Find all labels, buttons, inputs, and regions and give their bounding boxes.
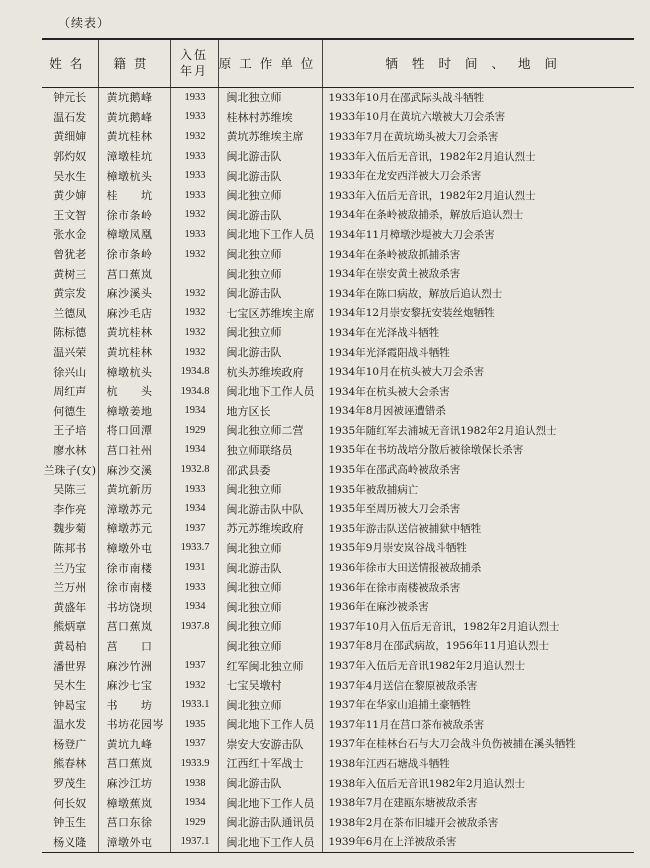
- unit-cell: 闽北独立师: [218, 538, 322, 558]
- sacrifice-cell: 1934年11月樟墩沙堤被大刀会杀害: [322, 225, 634, 245]
- table-row: [42, 773, 634, 793]
- native-place-cell: 将口回潭: [98, 421, 170, 441]
- name-cell: 兰万州: [53, 581, 87, 595]
- table-row: [42, 107, 634, 127]
- unit-cell: 闽北独立师: [218, 617, 322, 637]
- table-row: [42, 656, 634, 676]
- sacrifice-cell: 1935年随红军去浦城无音讯1982年2月追认烈士: [322, 421, 634, 441]
- sacrifice-cell: 1933年10月在邵武际头战斗牺牲: [322, 87, 634, 107]
- unit-cell: 闽北地下工作人员: [218, 381, 322, 401]
- enlist-date-cell: 1933.9: [170, 754, 218, 774]
- header-unit: 原工作单位: [218, 39, 322, 87]
- table-row: [42, 460, 634, 480]
- enlist-date-cell: 1932: [170, 303, 218, 323]
- table-row: [42, 283, 634, 303]
- unit-cell: 七宝吴墩村: [218, 675, 322, 695]
- name-cell: 吴木生: [53, 679, 87, 693]
- native-place-cell: 麻沙交溪: [98, 460, 170, 480]
- header-sacrifice: 牺牲时间、地间: [322, 39, 634, 87]
- name-cell: 曾犹老: [53, 248, 87, 262]
- table-row: [42, 754, 634, 774]
- name-cell: 李作亮: [53, 502, 87, 516]
- unit-cell: 闽北独立师: [218, 323, 322, 343]
- unit-cell: 闽北游击队中队: [218, 499, 322, 519]
- sacrifice-cell: 1934年在杭头被大会杀害: [322, 381, 634, 401]
- enlist-date-cell: 1938: [170, 773, 218, 793]
- unit-cell: 七宝区苏维埃主席: [218, 303, 322, 323]
- native-place-cell: 书坊饶坝: [98, 597, 170, 617]
- sacrifice-cell: 1935年至周历被大刀会杀害: [322, 499, 634, 519]
- native-place-cell: 漳墩桂坑: [98, 146, 170, 166]
- table-row: [42, 381, 634, 401]
- enlist-date-cell: 1932.8: [170, 460, 218, 480]
- sacrifice-cell: 1934年在陈口病故，解放后追认烈士: [322, 283, 634, 303]
- sacrifice-cell: 1938年入伍后无音讯1982年2月追认烈士: [322, 773, 634, 793]
- sacrifice-cell: 1937年8月在邵武病故，1956年11月追认烈士: [322, 636, 634, 656]
- enlist-date-cell: 1932: [170, 675, 218, 695]
- enlist-date-cell: 1929: [170, 421, 218, 441]
- unit-cell: 闽北独立师: [218, 636, 322, 656]
- table-row: [42, 479, 634, 499]
- unit-cell: 闽北地下工作人员: [218, 793, 322, 813]
- header-enlist-line1: 入伍: [179, 48, 208, 63]
- enlist-date-cell: 1933: [170, 479, 218, 499]
- sacrifice-cell: 1935年游击队送信被捕狱中牺牲: [322, 519, 634, 539]
- unit-cell: 苏元苏维埃政府: [218, 519, 322, 539]
- native-place-cell: 麻沙七宝: [98, 675, 170, 695]
- unit-cell: 独立师联络员: [218, 440, 322, 460]
- native-place-cell: 杭 头: [98, 381, 170, 401]
- sacrifice-cell: 1936年在麻沙被杀害: [322, 597, 634, 617]
- unit-cell: 红军闽北独立师: [218, 656, 322, 676]
- native-place-cell: 黄坑九峰: [98, 734, 170, 754]
- enlist-date-cell: 1937: [170, 656, 218, 676]
- unit-cell: 闽北独立师: [218, 244, 322, 264]
- table-row: [42, 401, 634, 421]
- table-row: [42, 421, 634, 441]
- unit-cell: 黄坑苏维埃主席: [218, 127, 322, 147]
- unit-cell: 江西红十军战士: [218, 754, 322, 774]
- enlist-date-cell: 1933: [170, 577, 218, 597]
- name-cell: 熊春林: [53, 757, 87, 771]
- table-row: [42, 812, 634, 832]
- native-place-cell: 樟墩杭头: [98, 362, 170, 382]
- sacrifice-cell: 1935年在书坊战培分散后被徐墩保长杀害: [322, 440, 634, 460]
- native-place-cell: 黄坑鹅峰: [98, 87, 170, 107]
- enlist-date-cell: 1934: [170, 499, 218, 519]
- sacrifice-cell: 1934年在条岭被敌捕杀，解放后追认烈士: [322, 205, 634, 225]
- table-row: [42, 225, 634, 245]
- enlist-date-cell: 1934: [170, 440, 218, 460]
- table-row: [42, 695, 634, 715]
- sacrifice-cell: 1937年11月在莒口茶布被敌杀害: [322, 715, 634, 735]
- name-cell: 魏步菊: [53, 522, 87, 536]
- sacrifice-cell: 1933年10月在黄坑六墩被大刀会杀害: [322, 107, 634, 127]
- native-place-cell: 莒口蕉岚: [98, 617, 170, 637]
- unit-cell: 闽北地下工作人员: [218, 225, 322, 245]
- native-place-cell: 徐市条岭: [98, 205, 170, 225]
- enlist-date-cell: 1933: [170, 225, 218, 245]
- unit-cell: 闽北独立师: [218, 264, 322, 284]
- name-cell: 罗茂生: [53, 777, 87, 791]
- name-cell: 黄盛年: [53, 600, 87, 614]
- sacrifice-cell: 1938年2月在茶布旧墟开会被敌杀害: [322, 812, 634, 832]
- name-cell: 钟元长: [53, 91, 87, 105]
- name-cell: 徐兴山: [53, 365, 87, 379]
- native-place-cell: 徐市条岭: [98, 244, 170, 264]
- table-row: [42, 166, 634, 186]
- enlist-date-cell: 1933.1: [170, 695, 218, 715]
- table-row: [42, 499, 634, 519]
- table-row: [42, 538, 634, 558]
- table-row: [42, 323, 634, 343]
- name-cell: 陈标德: [53, 326, 87, 340]
- enlist-date-cell: 1932: [170, 323, 218, 343]
- name-cell: 黄少婶: [53, 189, 87, 203]
- table-row: [42, 244, 634, 264]
- name-cell: 王子培: [53, 424, 87, 438]
- unit-cell: 闽北游击队通讯员: [218, 812, 322, 832]
- native-place-cell: 樟墩杭头: [98, 166, 170, 186]
- unit-cell: 闽北游击队: [218, 342, 322, 362]
- native-place-cell: 黄坑新历: [98, 479, 170, 499]
- table-row: [42, 205, 634, 225]
- unit-cell: 崇安大安游击队: [218, 734, 322, 754]
- name-cell: 钟曷宝: [53, 698, 87, 712]
- enlist-date-cell: 1937: [170, 519, 218, 539]
- unit-cell: 闽北游击队: [218, 205, 322, 225]
- native-place-cell: 黄坑桂林: [98, 342, 170, 362]
- table-row: [42, 342, 634, 362]
- sacrifice-cell: 1934年10月在杭头被大刀会杀害: [322, 362, 634, 382]
- native-place-cell: 书坊花园岑: [98, 715, 170, 735]
- unit-cell: 闽北游击队: [218, 166, 322, 186]
- native-place-cell: 樟墩苏元: [98, 519, 170, 539]
- unit-cell: 杭头苏维埃政府: [218, 362, 322, 382]
- table-header-row: [42, 39, 634, 87]
- table-row: [42, 636, 634, 656]
- sacrifice-cell: 1936年在徐市南楼被敌杀害: [322, 577, 634, 597]
- header-name: 姓名: [42, 39, 98, 87]
- sacrifice-cell: 1933年入伍后无音讯，1982年2月追认烈士: [322, 146, 634, 166]
- sacrifice-cell: 1937年在桂林台石与大刀会战斗负伤被捕在溪头牺牲: [322, 734, 634, 754]
- native-place-cell: 徐市南楼: [98, 558, 170, 578]
- enlist-date-cell: 1933: [170, 146, 218, 166]
- native-place-cell: 樟墩凤凰: [98, 225, 170, 245]
- name-cell: 廖水林: [53, 443, 87, 457]
- table-row: [42, 793, 634, 813]
- sacrifice-cell: 1933年7月在黄坑坳头被大刀会杀害: [322, 127, 634, 147]
- name-cell: 温水发: [53, 718, 87, 732]
- native-place-cell: 莒口蕉岚: [98, 754, 170, 774]
- unit-cell: 桂林村苏维埃: [218, 107, 322, 127]
- name-cell: 吴陈三: [53, 483, 87, 497]
- sacrifice-cell: 1936年徐市大田送情报被敌捕杀: [322, 558, 634, 578]
- table-row: [42, 362, 634, 382]
- table-row: [42, 597, 634, 617]
- name-cell: 郭灼奴: [53, 150, 87, 164]
- sacrifice-cell: 1939年6月在上洋被敌杀害: [322, 832, 634, 852]
- name-cell: 潘世界: [53, 659, 87, 673]
- name-cell: 王文智: [53, 208, 87, 222]
- enlist-date-cell: 1932: [170, 283, 218, 303]
- name-cell: 温兴荣: [53, 346, 87, 360]
- sacrifice-cell: 1935年被敌捕病亡: [322, 479, 634, 499]
- header-enlist-date: [170, 39, 218, 87]
- enlist-date-cell: 1932: [170, 342, 218, 362]
- table-row: [42, 577, 634, 597]
- name-cell: 钟玉生: [53, 816, 87, 830]
- unit-cell: 闽北独立师: [218, 87, 322, 107]
- sacrifice-cell: 1935年9月崇安岚谷战斗牺牲: [322, 538, 634, 558]
- name-cell: 吴水生: [53, 169, 87, 183]
- native-place-cell: 漳墩外屯: [98, 832, 170, 852]
- table-row: [42, 146, 634, 166]
- sacrifice-cell: 1938年江西石塘战斗牺牲: [322, 754, 634, 774]
- table-row: [42, 558, 634, 578]
- sacrifice-cell: 1938年7月在建瓯东塘被敌杀害: [322, 793, 634, 813]
- enlist-date-cell: 1933: [170, 185, 218, 205]
- native-place-cell: 黄坑桂林: [98, 323, 170, 343]
- unit-cell: 闽北独立师: [218, 479, 322, 499]
- sacrifice-cell: 1934年光泽霞阳战斗牺牲: [322, 342, 634, 362]
- enlist-date-cell: 1934: [170, 401, 218, 421]
- enlist-date-cell: 1937.8: [170, 617, 218, 637]
- sacrifice-cell: 1937年4月送信在黎原被敌杀害: [322, 675, 634, 695]
- sacrifice-cell: 1934年在崇安黄土被敌杀害: [322, 264, 634, 284]
- sacrifice-cell: 1934年12月崇安黎抚安装丝炮牺牲: [322, 303, 634, 323]
- name-cell: 何德生: [53, 404, 87, 418]
- sacrifice-cell: 1937年10月入伍后无音讯，1982年2月追认烈士: [322, 617, 634, 637]
- enlist-date-cell: 1932: [170, 205, 218, 225]
- native-place-cell: 樟墩外屯: [98, 538, 170, 558]
- name-cell: 兰乃宝: [53, 561, 87, 575]
- native-place-cell: 樟墩姜地: [98, 401, 170, 421]
- sacrifice-cell: 1933年在龙安西洋被大刀会杀害: [322, 166, 634, 186]
- sacrifice-cell: 1937年入伍后无音讯1982年2月追认烈士: [322, 656, 634, 676]
- name-cell: 杨义隆: [42, 832, 98, 852]
- table-row: [42, 675, 634, 695]
- native-place-cell: 桂 坑: [98, 185, 170, 205]
- native-place-cell: 莒口社州: [98, 440, 170, 460]
- unit-cell: 闽北游击队: [218, 558, 322, 578]
- unit-cell: 闽北地下工作人员: [218, 832, 322, 852]
- native-place-cell: 书 坊: [98, 695, 170, 715]
- native-place-cell: 麻沙竹洲: [98, 656, 170, 676]
- unit-cell: 闽北独立师: [218, 695, 322, 715]
- sacrifice-cell: 1935年在邵武高岭被敌杀害: [322, 460, 634, 480]
- enlist-date-cell: [170, 264, 218, 284]
- enlist-date-cell: 1933: [170, 166, 218, 186]
- sacrifice-cell: 1934年在光泽战斗牺牲: [322, 323, 634, 343]
- name-cell: 陈邦书: [53, 541, 87, 555]
- enlist-date-cell: 1933.7: [170, 538, 218, 558]
- unit-cell: 邵武县委: [218, 460, 322, 480]
- unit-cell: 闽北游击队: [218, 283, 322, 303]
- name-cell: 张水金: [53, 228, 87, 242]
- enlist-date-cell: 1934: [170, 793, 218, 813]
- enlist-date-cell: 1931: [170, 558, 218, 578]
- unit-cell: 闽北独立师: [218, 597, 322, 617]
- enlist-date-cell: 1932: [170, 244, 218, 264]
- native-place-cell: 麻沙江坊: [98, 773, 170, 793]
- table-row: [42, 519, 634, 539]
- martyrs-table: [42, 38, 634, 853]
- enlist-date-cell: 1935: [170, 715, 218, 735]
- unit-cell: 地方区长: [218, 401, 322, 421]
- native-place-cell: 莒 口: [98, 636, 170, 656]
- enlist-date-cell: 1929: [170, 812, 218, 832]
- unit-cell: 闽北独立师: [218, 577, 322, 597]
- native-place-cell: 徐市南楼: [98, 577, 170, 597]
- native-place-cell: 莒口蕉岚: [98, 264, 170, 284]
- enlist-date-cell: 1933: [170, 87, 218, 107]
- name-cell: 黄宗发: [53, 287, 87, 301]
- name-cell: 黄树三: [53, 267, 87, 281]
- table-row: [42, 734, 634, 754]
- name-cell: 熊炳章: [53, 620, 87, 634]
- enlist-date-cell: 1937: [170, 734, 218, 754]
- sacrifice-cell: 1937年在华家山追捕土豪牺牲: [322, 695, 634, 715]
- native-place-cell: 麻沙溪头: [98, 283, 170, 303]
- enlist-date-cell: 1932: [170, 127, 218, 147]
- native-place-cell: 莒口东徐: [98, 812, 170, 832]
- unit-cell: 闽北地下工作人员: [218, 715, 322, 735]
- table-row: [42, 264, 634, 284]
- enlist-date-cell: 1934.8: [170, 362, 218, 382]
- header-enlist-line2: 年月: [179, 64, 208, 79]
- enlist-date-cell: [170, 636, 218, 656]
- name-cell: 何长奴: [53, 796, 87, 810]
- table-row: [42, 715, 634, 735]
- name-cell: 兰珠子(女): [43, 463, 97, 477]
- sacrifice-cell: 1933年入伍后无音讯，1982年2月追认烈士: [322, 185, 634, 205]
- native-place-cell: 麻沙毛店: [98, 303, 170, 323]
- unit-cell: 闽北游击队: [218, 773, 322, 793]
- table-row: [42, 127, 634, 147]
- enlist-date-cell: 1937.1: [170, 832, 218, 852]
- table-row: [42, 832, 634, 852]
- table-row: [42, 185, 634, 205]
- name-cell: 黄曷柏: [53, 639, 87, 653]
- sacrifice-cell: 1934年8月因被诬遭错杀: [322, 401, 634, 421]
- native-place-cell: 黄坑鹅峰: [98, 107, 170, 127]
- native-place-cell: 樟墩蕉岚: [98, 793, 170, 813]
- unit-cell: 闽北游击队: [218, 146, 322, 166]
- native-place-cell: 黄坑桂林: [98, 127, 170, 147]
- sacrifice-cell: 1934年在条岭被敌抓捕杀害: [322, 244, 634, 264]
- name-cell: 温石发: [53, 110, 87, 124]
- native-place-cell: 漳墩苏元: [98, 499, 170, 519]
- table-row: [42, 617, 634, 637]
- name-cell: 周红声: [53, 385, 87, 399]
- table-row: [42, 303, 634, 323]
- name-cell: 黄细婶: [53, 130, 87, 144]
- enlist-date-cell: 1933: [170, 107, 218, 127]
- table-row: [42, 87, 634, 107]
- table-body: [42, 87, 634, 852]
- unit-cell: 闽北独立师二营: [218, 421, 322, 441]
- name-cell: 杨登广: [53, 737, 87, 751]
- header-native-place: 籍贯: [98, 39, 170, 87]
- table-row: [42, 440, 634, 460]
- enlist-date-cell: 1934: [170, 597, 218, 617]
- enlist-date-cell: 1934.8: [170, 381, 218, 401]
- continued-label: （续表）: [58, 16, 111, 30]
- unit-cell: 闽北独立师: [218, 185, 322, 205]
- name-cell: 兰德凤: [53, 306, 87, 320]
